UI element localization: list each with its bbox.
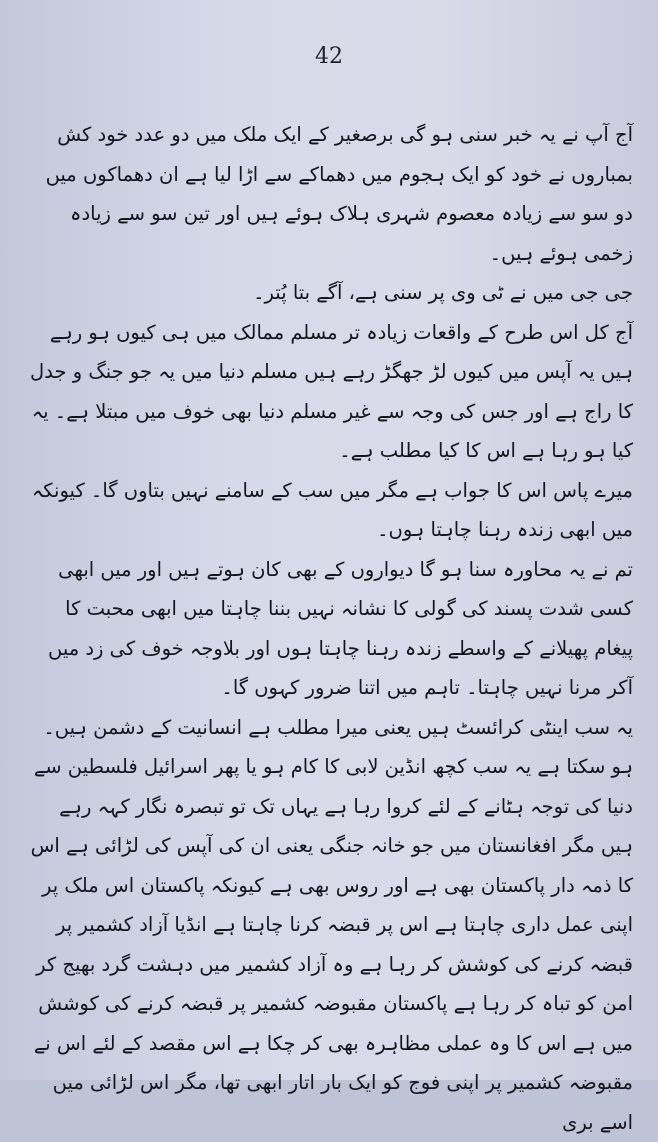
page-number: 42 xyxy=(315,44,343,69)
page-body-text xyxy=(28,115,633,1142)
paragraph-5: تم نے یہ محاورہ سنا ہو گا دیواروں کے بھی کان ہوتے ہیں اور میں ابھی کسی شدت پسند کی گولی کا نشانہ نہیں بننا چاہتا میں ابھی محبت کا پیغام پھیلانے کے واسطے زندہ رہنا چاہتا ہوں اور بلاوجہ خوف کی زد میں آکر مرنا نہیں چاہتا۔ تاہم میں اتنا ضرور کہوں گا۔ xyxy=(47,557,633,699)
paragraph-6: یہ سب اینٹی کرائسٹ ہیں یعنی میرا مطلب ہے انسانیت کے دشمن ہیں۔ xyxy=(43,715,633,739)
paragraph-1: آج آپ نے یہ خبر سنی ہو گی برصغیر کے ایک ملک میں دو عدد خود کش بمباروں نے خود کو ایک ہجوم میں دھماکے سے اڑا لیا ہے ان دھماکوں میں دو سو سے زیادہ معصوم شہری ہلاک ہوئے ہیں اور تین سو سے زیادہ زخمی ہوئے ہیں۔ xyxy=(45,123,633,265)
paragraph-4: میرے پاس اس کا جواب ہے مگر میں سب کے سامنے نہیں بتاوں گا۔ کیونکہ میں ابھی زندہ رہنا چاہتا ہوں۔ xyxy=(31,478,633,541)
paragraph-3: آج کل اس طرح کے واقعات زیادہ تر مسلم ممالک میں ہی کیوں ہو رہے ہیں یہ آپس میں کیوں لڑ جھگڑ رہے ہیں مسلم دنیا میں یہ جو جنگ و جدل کا راج ہے اور جس کی وجہ سے غیر مسلم دنیا بھی خوف میں مبتلا ہے۔ یہ کیا ہو رہا ہے اس کا کیا مطلب ہے۔ xyxy=(30,320,633,462)
paragraph-2: جی جی میں نے ٹی وی پر سنی ہے، آگے بتا پُتر۔ xyxy=(253,281,633,304)
paragraph-7: ہو سکتا ہے یہ سب کچھ انڈین لابی کا کام ہو یا پھر اسرائیل فلسطین سے دنیا کی توجہ ہٹانے کے لئے کروا رہا ہے یہاں تک تو تبصرہ نگار کہہ رہے ہیں مگر افغانستان میں جو خانہ جنگی یعنی ان کی آپس کی لڑائی ہے اس کا ذمہ دار پاکستان بھی ہے اور روس بھی ہے کیونکہ پاکستان اس ملک پر اپنی عمل داری چاہتا ہے اس پر قبضہ کرنا چاہتا ہے انڈیا آزاد کشمیر پر قبضہ کرنے کی کوشش کر رہا ہے وہ آزاد کشمیر میں دہشت گرد بھیج کر امن کو تباہ کر رہا ہے پاکستان مقبوضہ کشمیر پر قبضہ کرنے کی کوشش میں ہے اس کا وہ عملی مظاہرہ بھی کر چکا ہے اس مقصد کے لئے اس نے مقبوضہ کشمیر پر اپنی فوج کو ایک بار اتار ابھی تھا، مگر اس لڑائی میں اسے بری xyxy=(30,755,633,1134)
